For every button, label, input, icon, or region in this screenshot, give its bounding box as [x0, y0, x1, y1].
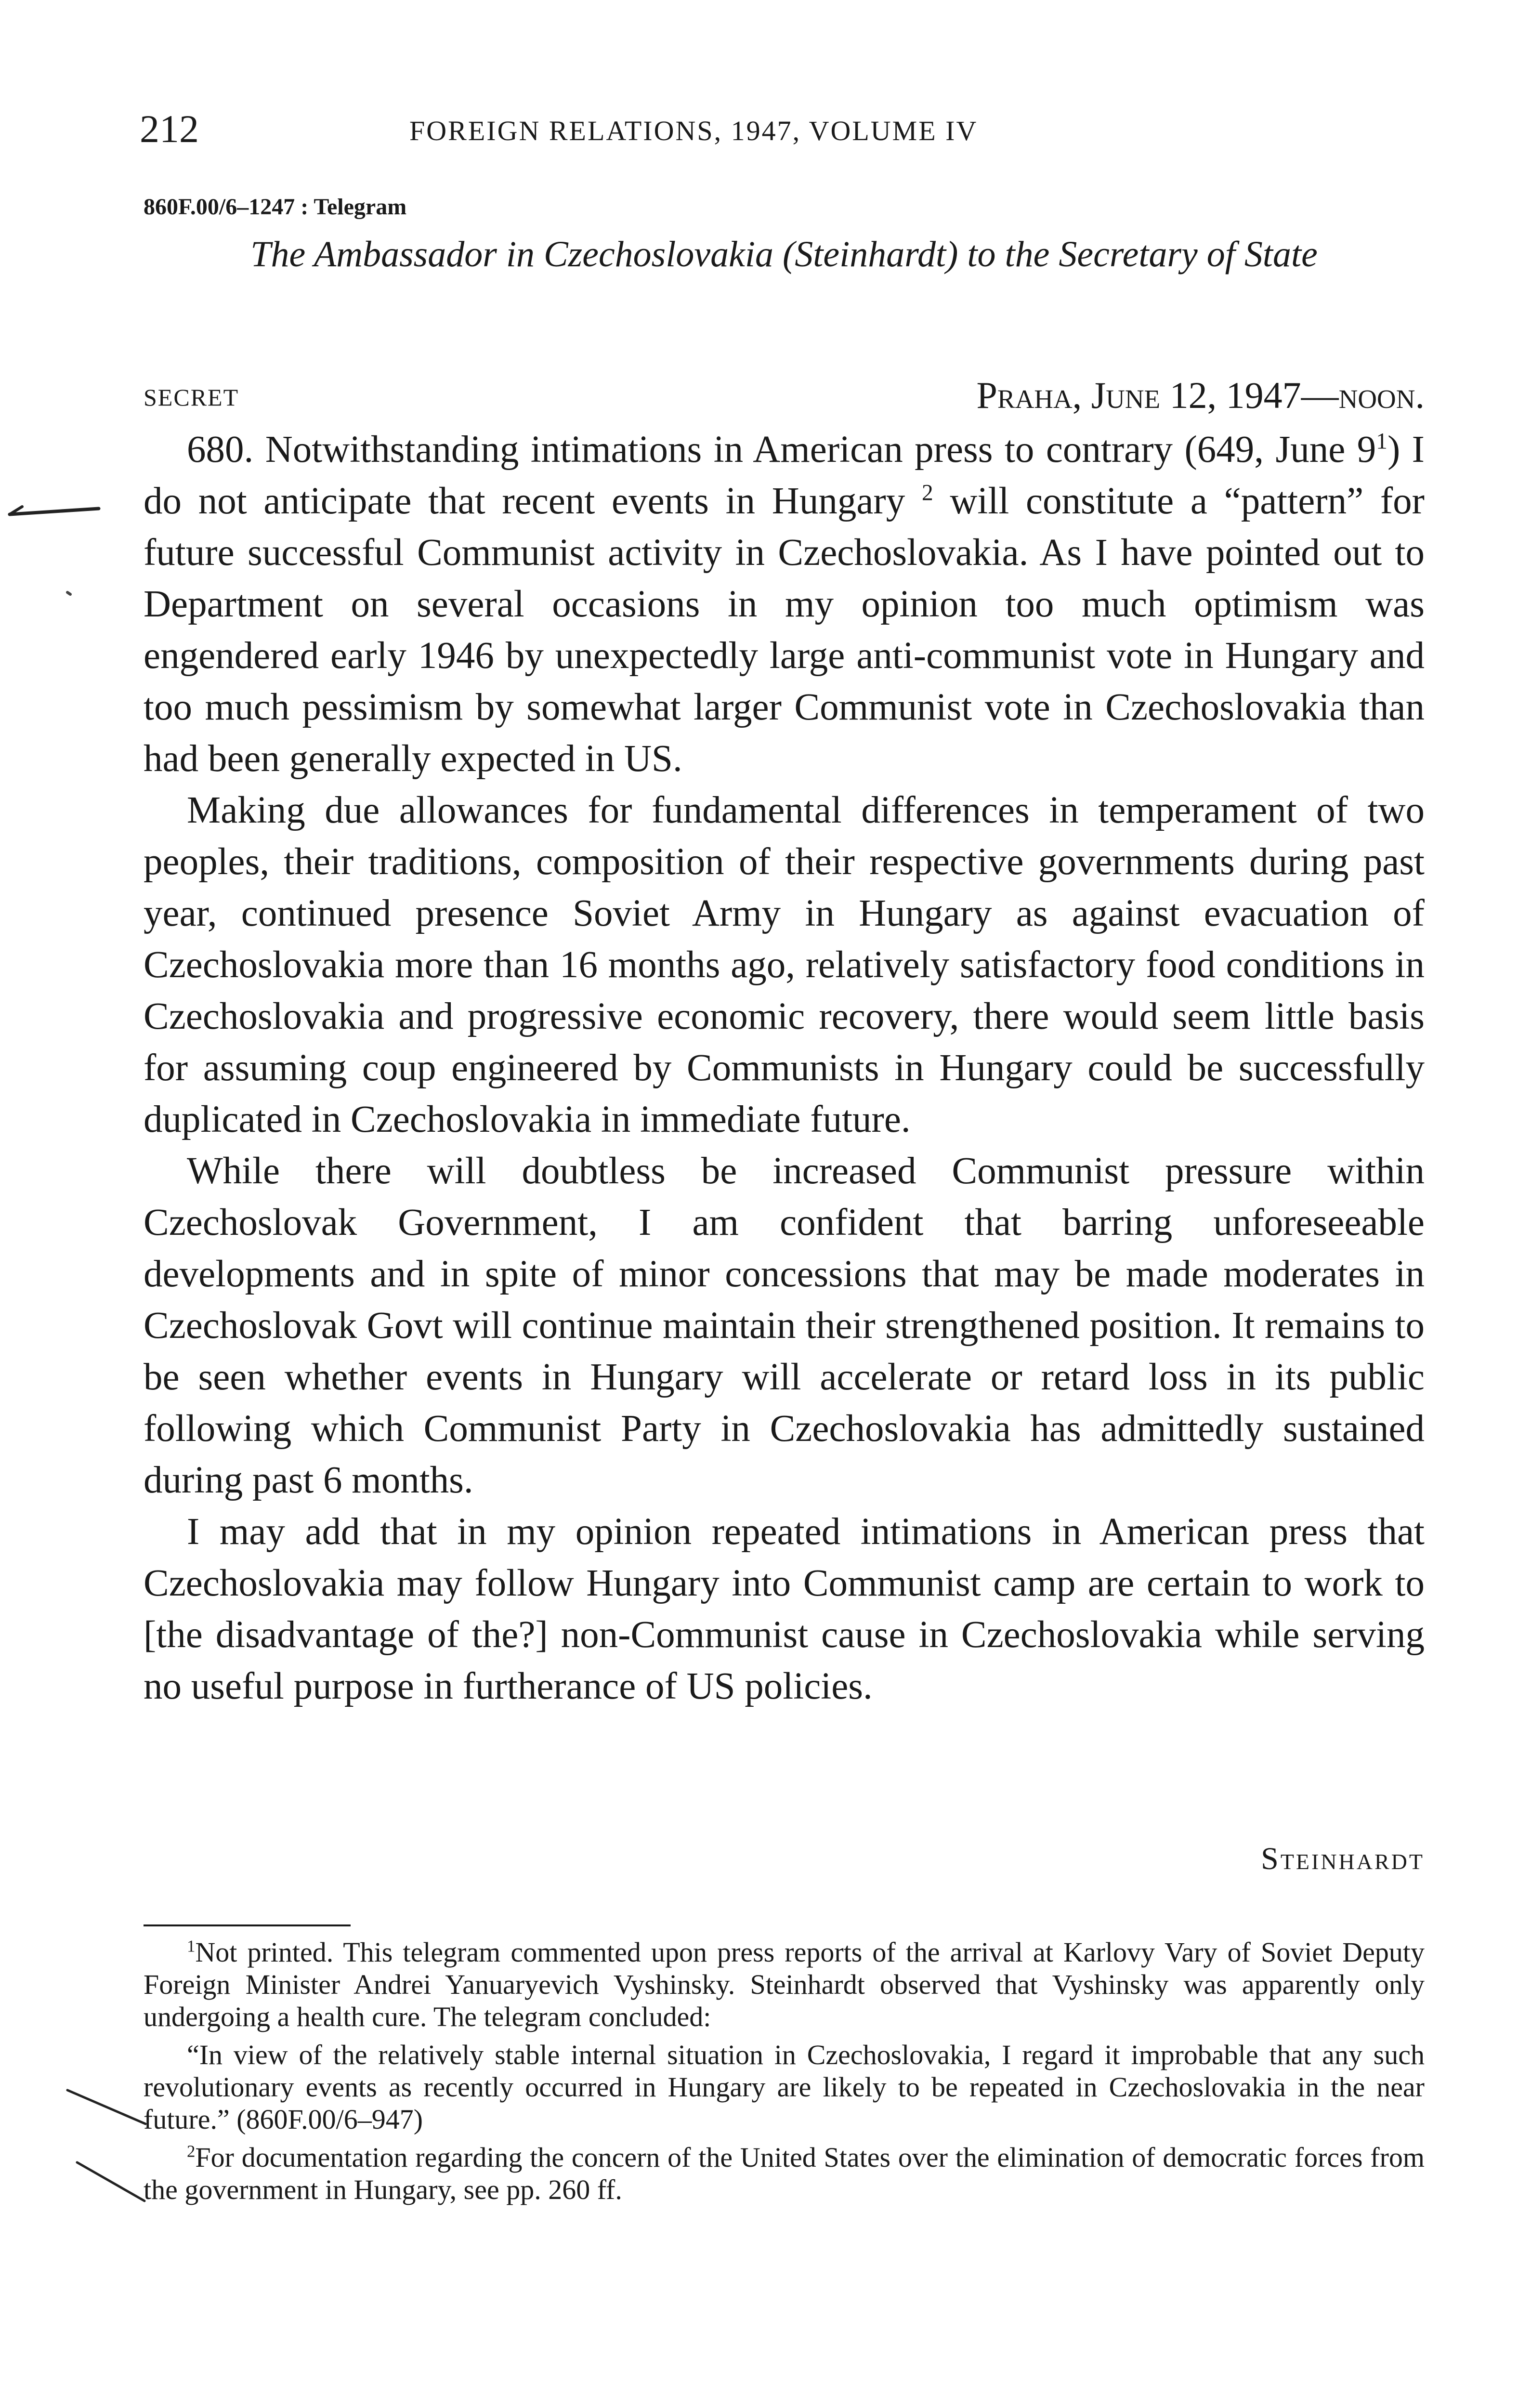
paragraph-2: Making due allowances for fundamental differences in temperament of two peoples, their traditions, composition of their respective governments during past year, continued presence Soviet Army in Hungary as against evacuation of Czechoslovakia more than 16 months ago, relatively satisfactory food conditions in Czechoslovakia and progressive economic recovery, there would seem little basis for assuming coup engineered by Communists in Hungary could be successfully duplicated in Czechoslovakia in immediate future.: [144, 789, 1425, 1140]
meta-row: [144, 369, 1425, 422]
running-head: [140, 105, 1421, 158]
footnote-1: $^1$Not printed. This telegram commented upon press reports of the arrival at Karlovy Vary of Soviet Deputy Foreign Minister Andrei Yanuaryevich Vyshinsky. Steinhardt observed that Vyshinsky was apparently only undergoing a health cure. The telegram concluded:: [144, 1937, 1425, 2032]
footnote-divider: [144, 1924, 351, 1926]
footnote-ref-2: 2: [921, 480, 933, 506]
document-title: The Ambassador in Czechoslovakia (Steinhardt) to the Secretary of State: [250, 234, 1318, 275]
footnote-marker-2: 2: [187, 2142, 196, 2161]
footnote-1-quote: “In view of the relatively stable internal situation in Czechoslovakia, I regard it improbable that any such revolutionary events as recently occurred in Hungary are likely to be repeated in Czechoslovakia in the near future.” (860F.00/6–947): [144, 2039, 1425, 2135]
paragraph-4: I may add that in my opinion repeated intimations in American press that Czechoslovakia may follow Hungary into Communist camp are certain to work to [the disadvantage of the?] non-Communist cause in Czechoslovakia while serving no useful purpose in furtherance of US policies.: [144, 1511, 1425, 1707]
footnote-marker-1: 1: [187, 1937, 196, 1956]
paragraph-1: 680. Notwithstanding intimations in American press to contrary (649, June $9^1$) I do not anticipate that recent events in Hungary $^2$ will constitute a “pattern” for future successful Communist activity in Czechoslovakia. As I have pointed out to Department on several occasions in my opinion too much optimism was engendered early 1946 by unexpectedly large anti-communist vote in Hungary and too much pessimism by somewhat larger Communist vote in Czechoslovakia than had been generally expected in US.: [144, 429, 1425, 780]
footnotes: [144, 1936, 1425, 2212]
dateline: Praha, June 12, 1947—noon.: [976, 374, 1425, 416]
margin-dot-mark: [67, 592, 70, 594]
page-number: 212: [140, 107, 199, 151]
footnote-2: $^2$For documentation regarding the concern of the United States over the elimination of democratic forces from the government in Hungary, see pp. 260 ff.: [144, 2142, 1425, 2205]
footnote-ref-1: 1: [1376, 429, 1387, 454]
running-title: FOREIGN RELATIONS, 1947, VOLUME IV: [409, 115, 978, 146]
signature: Steinhardt: [1261, 1841, 1425, 1876]
margin-arrow-mark: [10, 509, 99, 514]
classification-label: SECRET: [144, 384, 239, 411]
footnote-margin-line-1: [67, 2090, 145, 2124]
margin-arrow-tick: [10, 507, 22, 514]
footnote-margin-line-2: [77, 2162, 144, 2201]
file-number: 860F.00/6–1247 : Telegram: [144, 194, 407, 220]
telegram-body: [144, 424, 1425, 1712]
paragraph-3: While there will doubtless be increased Communist pressure within Czechoslovak Government, I am confident that barring unforeseeable developments and in spite of minor concessions that may be made moderates in Czechoslovak Govt will continue maintain their strengthened position. It remains to be seen whether events in Hungary will accelerate or retard loss in its public following which Communist Party in Czechoslovakia has admittedly sustained during past 6 months.: [144, 1150, 1425, 1501]
